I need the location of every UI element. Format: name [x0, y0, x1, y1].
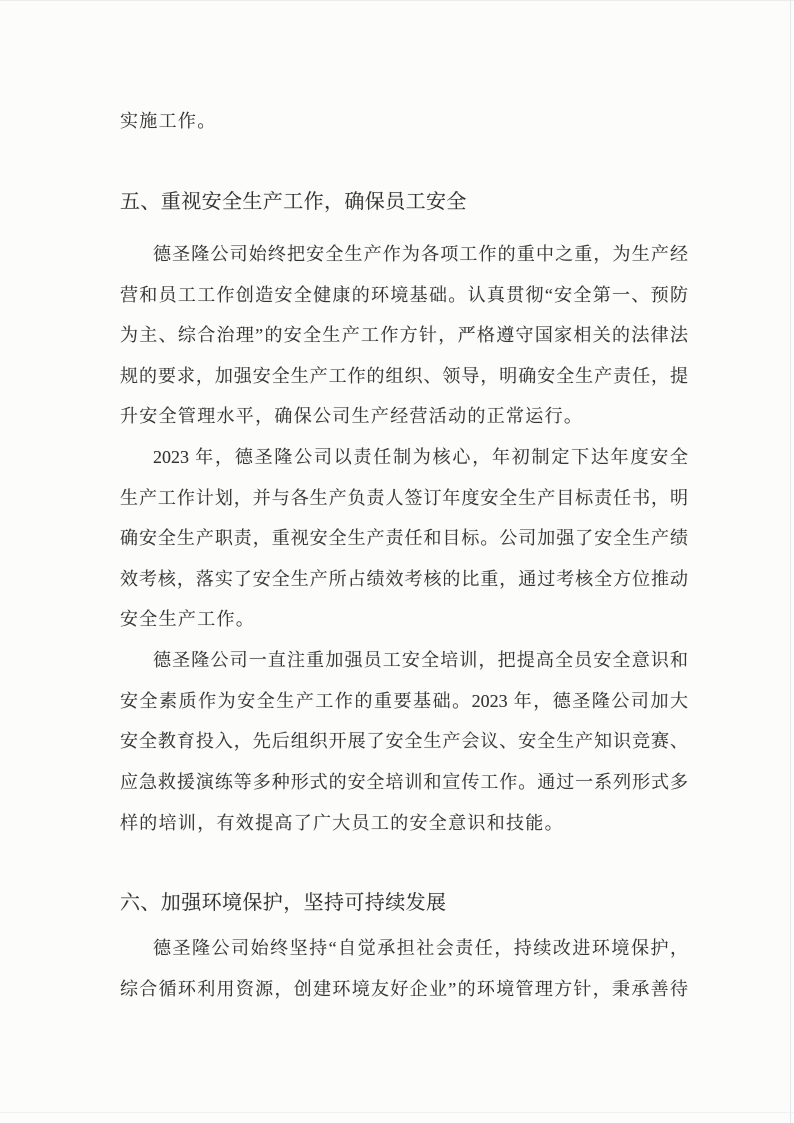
scan-artifact-top-line — [0, 0, 794, 1]
body-line: 应急救援演练等多种形式的安全培训和宣传工作。通过一系列形式多 — [120, 772, 688, 792]
body-line: 确安全生产职责，重视安全生产责任和目标。公司加强了安全生产绩 — [120, 528, 688, 548]
body-line: 安全素质作为安全生产工作的重要基础。2023 年，德圣隆公司加大 — [120, 691, 688, 711]
body-line: 为主、综合治理”的安全生产工作方针，严格遵守国家相关的法律法 — [120, 325, 688, 345]
body-line: 德圣隆公司始终坚持“自觉承担社会责任，持续改进环境保护， — [153, 938, 688, 958]
body-line: 安全教育投入，先后组织开展了安全生产会议、安全生产知识竞赛、 — [120, 731, 688, 751]
body-line: 生产工作计划，并与各生产负责人签订年度安全生产目标责任书，明 — [120, 488, 688, 508]
section-heading-6: 六、加强环境保护，坚持可持续发展 — [120, 892, 447, 914]
body-line: 安全生产工作。 — [120, 609, 256, 629]
scan-artifact-edge-line — [790, 0, 791, 1123]
body-line: 升安全管理水平，确保公司生产经营活动的正常运行。 — [120, 406, 584, 426]
body-line: 德圣隆公司始终把安全生产作为各项工作的重中之重，为生产经 — [153, 244, 688, 264]
section-heading-5: 五、重视安全生产工作，确保员工安全 — [120, 191, 467, 213]
body-line: 效考核，落实了安全生产所占绩效考核的比重，通过考核全方位推动 — [120, 569, 688, 589]
body-line: 样的培训，有效提高了广大员工的安全意识和技能。 — [120, 813, 564, 833]
body-line: 2023 年，德圣隆公司以责任制为核心，年初制定下达年度安全 — [153, 447, 688, 467]
body-line: 营和员工工作创造安全健康的环境基础。认真贯彻“安全第一、预防 — [120, 285, 688, 305]
body-line: 规的要求，加强安全生产工作的组织、领导，明确安全生产责任，提 — [120, 366, 688, 386]
body-line: 德圣隆公司一直注重加强员工安全培训，把提高全员安全意识和 — [153, 650, 688, 670]
body-line: 实施工作。 — [120, 111, 217, 131]
scan-artifact-bottom-line — [0, 1112, 794, 1113]
body-line: 综合循环利用资源，创建环境友好企业”的环境管理方针，秉承善待 — [120, 979, 688, 999]
